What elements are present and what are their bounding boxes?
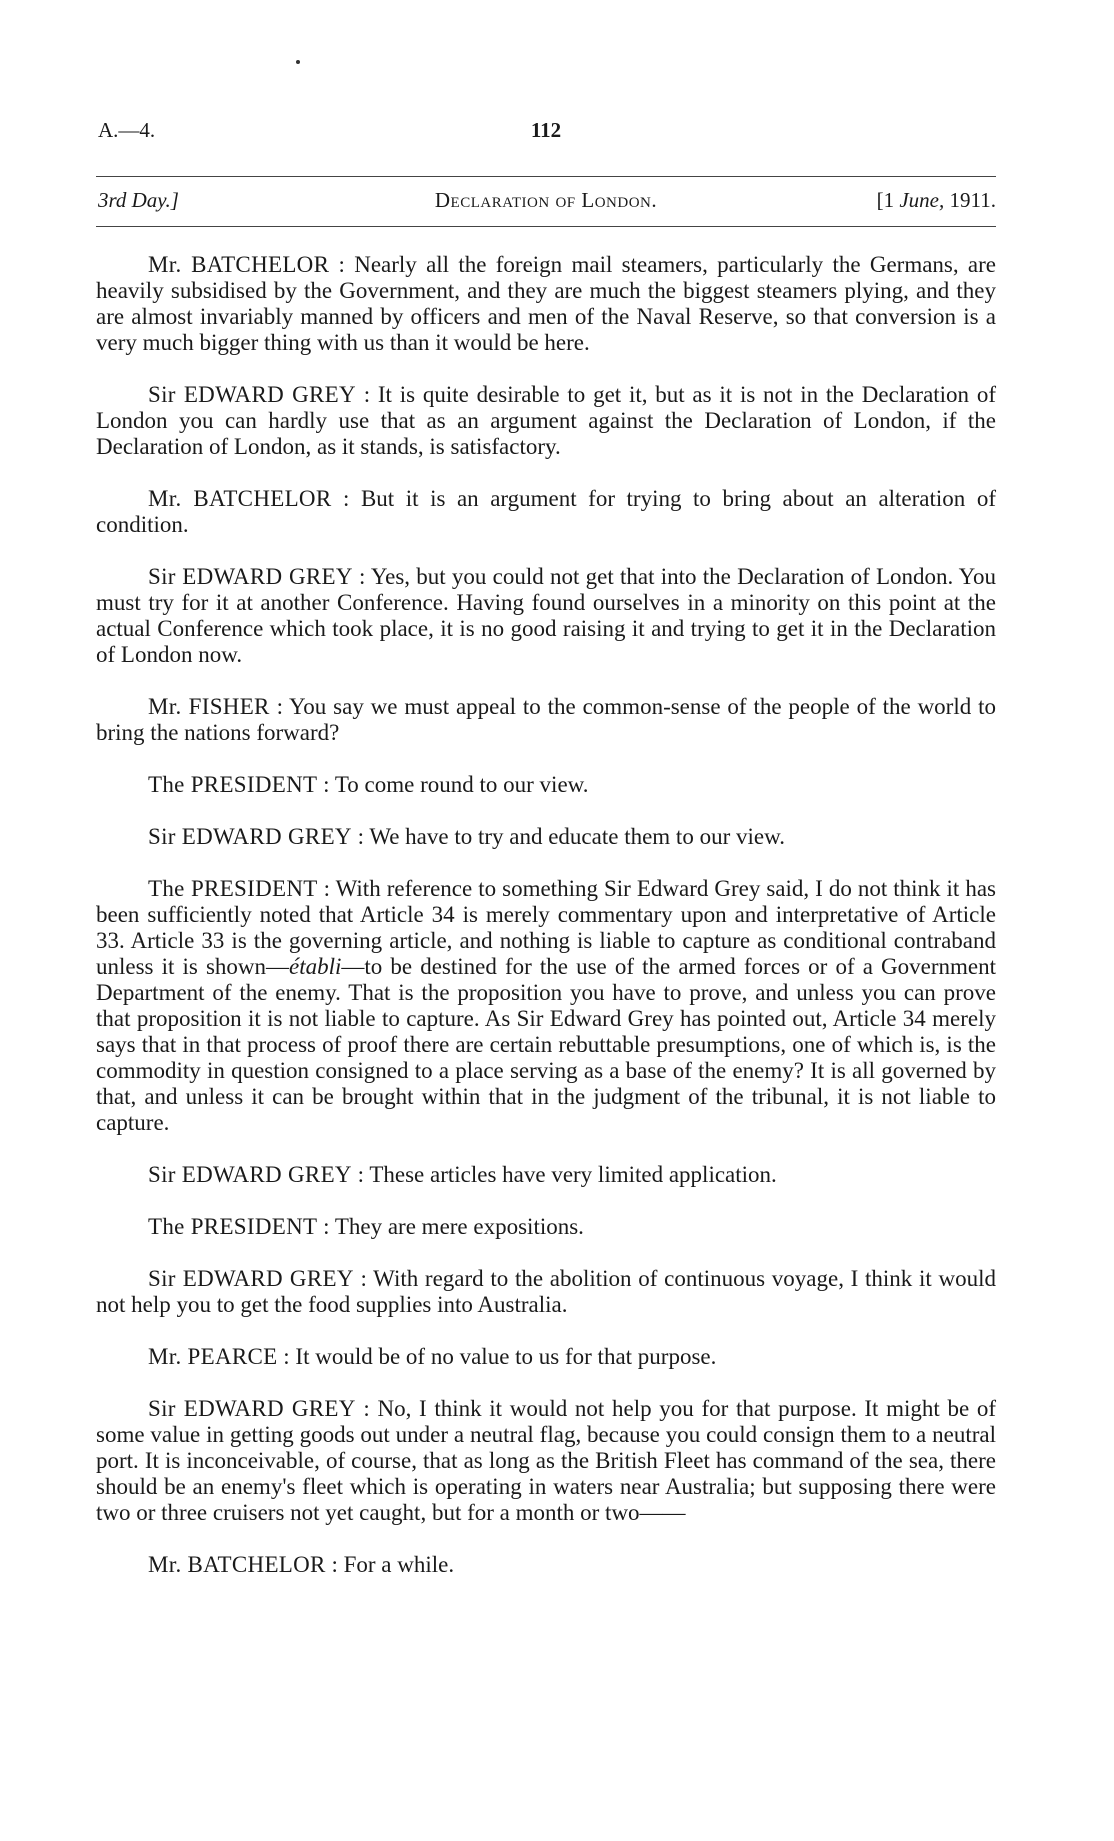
speaker-name: Mr. BATCHELOR [148, 252, 330, 277]
speaker-name: Mr. FISHER [148, 694, 270, 719]
page-header [96, 118, 996, 148]
speaker-name: Sir EDWARD GREY [148, 382, 356, 407]
speaker-name: Mr. BATCHELOR [148, 486, 332, 511]
speaker-name: Mr. BATCHELOR [148, 1552, 326, 1577]
paragraph: Mr. BATCHELOR : But it is an argument for trying to bring about an alteration of condition. [96, 486, 996, 537]
paragraph-text: You say we must appeal to the common-sense of the people of the world to bring the nations forward? [96, 694, 996, 745]
paragraph-text: We have to try and educate them to our view. [369, 824, 785, 849]
speaker-name: Mr. PEARCE [148, 1344, 278, 1369]
date-prefix: [1 [876, 188, 900, 212]
speaker-name: Sir EDWARD GREY [148, 824, 352, 849]
paragraph: Mr. FISHER : You say we must appeal to the common-sense of the people of the world to bring the nations forward? [96, 694, 996, 745]
speaker-name: The PRESIDENT [148, 876, 318, 901]
paragraph-text: Yes, but you could not get that into the Declaration of London. You must try for it at another Conference. Having found ourselves in a minority on this point at the actual Conference which took place, it is no good raising it and trying to get it in the Declaration of London now. [96, 564, 996, 667]
running-head-date [877, 188, 996, 213]
paragraph: Mr. BATCHELOR : Nearly all the foreign mail steamers, particularly the Germans, are heavily subsidised by the Government, and they are much the biggest steamers plying, and they are almost invariably manned by officers and men of the Naval Reserve, so that conversion is a very much bigger thing with us than it would be here. [96, 252, 996, 355]
paragraph-text-italic: établi [289, 954, 342, 979]
paragraph: Sir EDWARD GREY : Yes, but you could not get that into the Declaration of London. You must try for it at another Conference. Having found ourselves in a minority on this point at the actual Conference which took place, it is no good raising it and trying to get it in the Declaration of London now. [96, 564, 996, 667]
paragraph-text: With reference to something Sir Edward Grey said, I do not think it has been sufficiently noted that Article 34 is merely commentary upon and interpretative of Article 33. Article 33 is the governing article, and nothing is liable to capture as conditional contraband unless it is shown— [96, 876, 996, 979]
paragraph-text: But it is an argument for trying to bring about an alteration of condition. [96, 486, 996, 537]
ink-speck [296, 60, 300, 64]
page-number: 112 [530, 118, 562, 142]
paragraph-text: —to be destined for the use of the armed forces or of a Government Department of the enemy. That is the proposition you have to prove, and unless you can prove that proposition it is not liable to capture. As Sir Edward Grey has pointed out, Article 34 merely says that in that process of proof there are certain rebuttable presumptions, one of which is, is the commodity in question consigned to a place serving as a base of the enemy? It is all governed by that, and unless it can be brought within that in the judgment of the tribunal, it is not liable to capture. [96, 954, 996, 1135]
speaker-name: Sir EDWARD GREY [148, 1162, 352, 1187]
paragraph-text: It is quite desirable to get it, but as it is not in the Declaration of London you can hardly use that as an argument against the Declaration of London, if the Declaration of London, as it stands, is satisfactory. [96, 382, 997, 459]
speaker-name: The PRESIDENT [148, 772, 318, 797]
paragraph: Sir EDWARD GREY : It is quite desirable to get it, but as it is not in the Declaration of London you can hardly use that as an argument against the Declaration of London, if the Declaration of London, as it stands, is satisfactory. [96, 382, 997, 459]
paragraph: The PRESIDENT : They are mere expositions. [148, 1214, 584, 1239]
date-year: 1911. [944, 188, 996, 212]
paragraph: Sir EDWARD GREY : We have to try and educate them to our view. [148, 824, 785, 849]
running-head-day: 3rd Day.] [98, 188, 179, 212]
speaker-name: Sir EDWARD GREY [148, 1266, 354, 1291]
paragraph-text: Nearly all the foreign mail steamers, particularly the Germans, are heavily subsidised by the Government, and they are much the biggest steamers plying, and they are almost invariably manned by officers and men of the Naval Reserve, so that conversion is a very much bigger thing with us than it would be here. [96, 252, 996, 355]
paragraph: Sir EDWARD GREY : With regard to the abolition of continuous voyage, I think it would not help you to get the food supplies into Australia. [96, 1266, 996, 1317]
paragraph-text: No, I think it would not help you for that purpose. It might be of some value in getting goods out under a neutral flag, because you could consign them to a neutral port. It is inconceivable, of course, that as long as the British Fleet has command of the sea, there should be an enemy's fleet which is operating in waters near Australia; but supposing there were two or three cruisers not yet caught, but for a month or two—— [96, 1396, 996, 1525]
paragraph-text: To come round to our view. [334, 772, 589, 797]
paragraph: The PRESIDENT : With reference to something Sir Edward Grey said, I do not think it has been sufficiently noted that Article 34 is merely commentary upon and interpretative of Article 33. Article 33 is the governing article, and nothing is liable to capture as conditional contraband unless it is shown—établi—to be destined for the use of the armed forces or of a Government Department of the enemy. That is the proposition you have to prove, and unless you can prove that proposition it is not liable to capture. As Sir Edward Grey has pointed out, Article 34 merely says that in that process of proof there are certain rebuttable presumptions, one of which is, is the commodity in question consigned to a place serving as a base of the enemy? It is all governed by that, and unless it can be brought within that in the judgment of the tribunal, it is not liable to capture. [96, 876, 996, 1135]
header-rule-bottom [96, 226, 996, 227]
speaker-name: Sir EDWARD GREY [148, 1396, 356, 1421]
speaker-name: Sir EDWARD GREY [148, 564, 353, 589]
document-page [96, 0, 996, 1841]
paragraph: Mr. BATCHELOR : For a while. [148, 1552, 455, 1577]
sheet-reference: A.—4. [98, 118, 156, 142]
paragraph-text: For a while. [343, 1552, 455, 1577]
paragraph: Sir EDWARD GREY : These articles have very limited application. [148, 1162, 777, 1187]
paragraph-text: It would be of no value to us for that purpose. [295, 1344, 717, 1369]
paragraph-text: They are mere expositions. [334, 1214, 584, 1239]
running-head-title: Declaration of London. [434, 188, 658, 212]
paragraph-text: These articles have very limited application. [369, 1162, 777, 1187]
speaker-name: The PRESIDENT [148, 1214, 318, 1239]
running-head [96, 188, 996, 218]
paragraph: The PRESIDENT : To come round to our view. [148, 772, 589, 797]
paragraph: Mr. PEARCE : It would be of no value to us for that purpose. [148, 1344, 717, 1369]
paragraph: Sir EDWARD GREY : No, I think it would not help you for that purpose. It might be of some value in getting goods out under a neutral flag, because you could consign them to a neutral port. It is inconceivable, of course, that as long as the British Fleet has command of the sea, there should be an enemy's fleet which is operating in waters near Australia; but supposing there were two or three cruisers not yet caught, but for a month or two—— [96, 1396, 996, 1525]
paragraph-text: With regard to the abolition of continuous voyage, I think it would not help you to get the food supplies into Australia. [96, 1266, 996, 1317]
header-rule-top [96, 176, 996, 177]
transcript-body [96, 252, 996, 1604]
date-month: June, [899, 188, 945, 212]
